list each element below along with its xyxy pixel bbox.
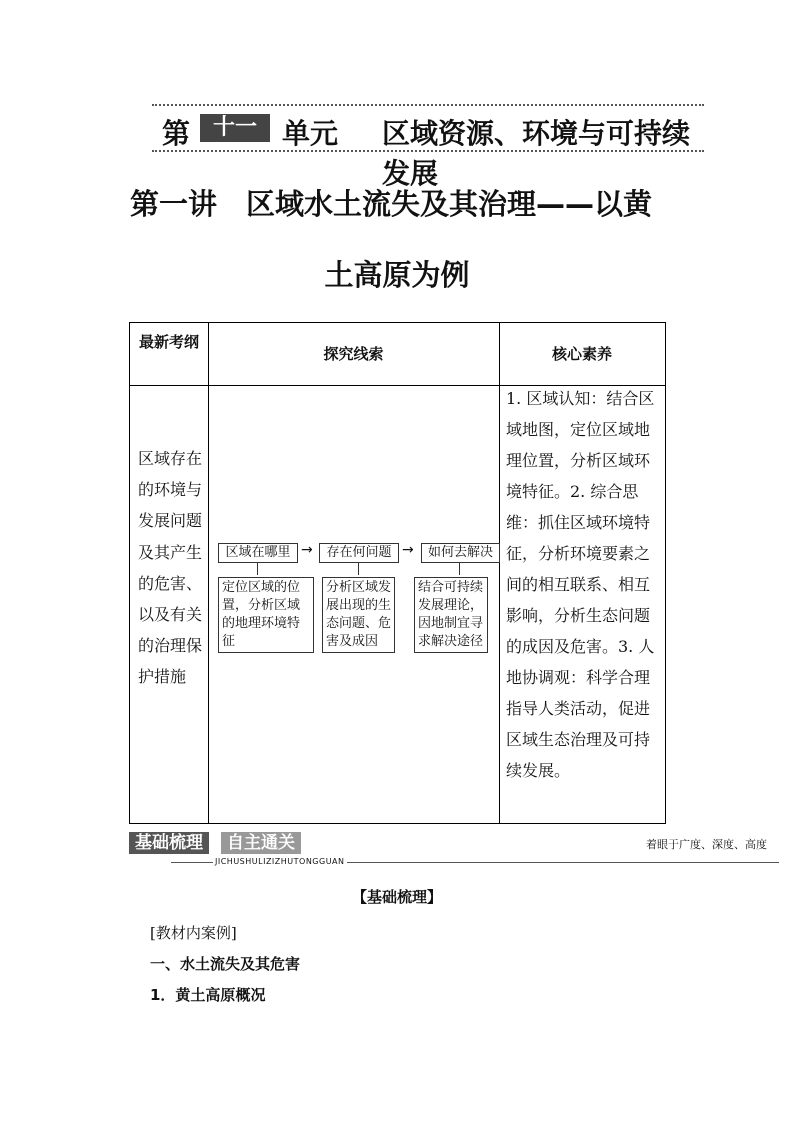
competency-text: 1. 区域认知：结合区域地图，定位区域地理位置，分析区域环境特征。2. 综合思维：抓住区域环境特征，分析环境要素之间的相互联系、相互影响，分析生态问题的成因及危害。3. 人地协调观：科学合理指导人类活动，促进区域生态治理及可持续发展。	[506, 389, 655, 780]
flow-step-label: 如何去解决	[427, 545, 493, 560]
flow-step-box	[319, 543, 399, 563]
unit-number-badge: 十一	[200, 114, 270, 142]
flow-connector	[257, 563, 258, 575]
unit-title: 区域资源、环境与可持续发展	[382, 117, 691, 190]
table-divider	[499, 323, 500, 823]
syllabus-text: 区域存在的环境与发展问题及其产生的危害、以及有关的治理保护措施	[138, 449, 203, 687]
flow-detail-text: 定位区域的位置，分析区域的地理环境特征	[222, 580, 301, 649]
banner-hint: 着眼于广度、深度、高度	[646, 838, 767, 851]
flow-detail-box	[218, 577, 314, 653]
dotted-rule-top	[152, 104, 704, 106]
case-label: [教材内案例]	[150, 924, 237, 942]
unit-prefix: 第	[162, 117, 191, 150]
banner-part1: 基础梳理	[129, 832, 209, 854]
table-header-clues: 探究线索	[323, 345, 384, 363]
unit-header	[152, 104, 704, 190]
flow-step-label: 区域在哪里	[225, 545, 291, 560]
heading-1-1: 1．黄土高原概况	[150, 986, 266, 1004]
unit-word: 单元	[282, 117, 339, 150]
heading-1: 一、水土流失及其危害	[150, 955, 301, 973]
flow-step-box	[218, 543, 298, 563]
flow-detail-text: 结合可持续发展理论，因地制宜寻求解决途径	[418, 580, 484, 649]
banner-part2: 自主通关	[221, 832, 301, 854]
inquiry-flowchart	[218, 539, 498, 659]
lesson-title-line2: 土高原为例	[324, 258, 470, 292]
flow-detail-text: 分析区域发展出现的生态问题、危害及成因	[326, 580, 392, 649]
flow-step-box	[421, 543, 500, 563]
table-divider	[208, 323, 209, 823]
flow-connector	[459, 563, 460, 575]
section-heading: 【基础梳理】	[351, 888, 442, 906]
flow-connector	[358, 563, 359, 575]
flow-arrow-icon: →	[301, 542, 313, 558]
overview-table	[129, 322, 666, 824]
section-banner	[129, 832, 779, 866]
flow-detail-box	[414, 577, 488, 653]
flow-step-label: 存在何问题	[326, 545, 392, 560]
table-header-competency: 核心素养	[551, 345, 612, 363]
lesson-title: 第一讲 区域水土流失及其治理——以黄	[130, 187, 653, 221]
table-header-syllabus: 最新考纲	[138, 333, 199, 351]
banner-pinyin: JICHUSHULIZIZHUTONGGUAN	[215, 857, 345, 866]
flow-detail-box	[322, 577, 395, 653]
flow-arrow-icon: →	[402, 542, 414, 558]
dotted-rule-bottom	[152, 150, 704, 152]
